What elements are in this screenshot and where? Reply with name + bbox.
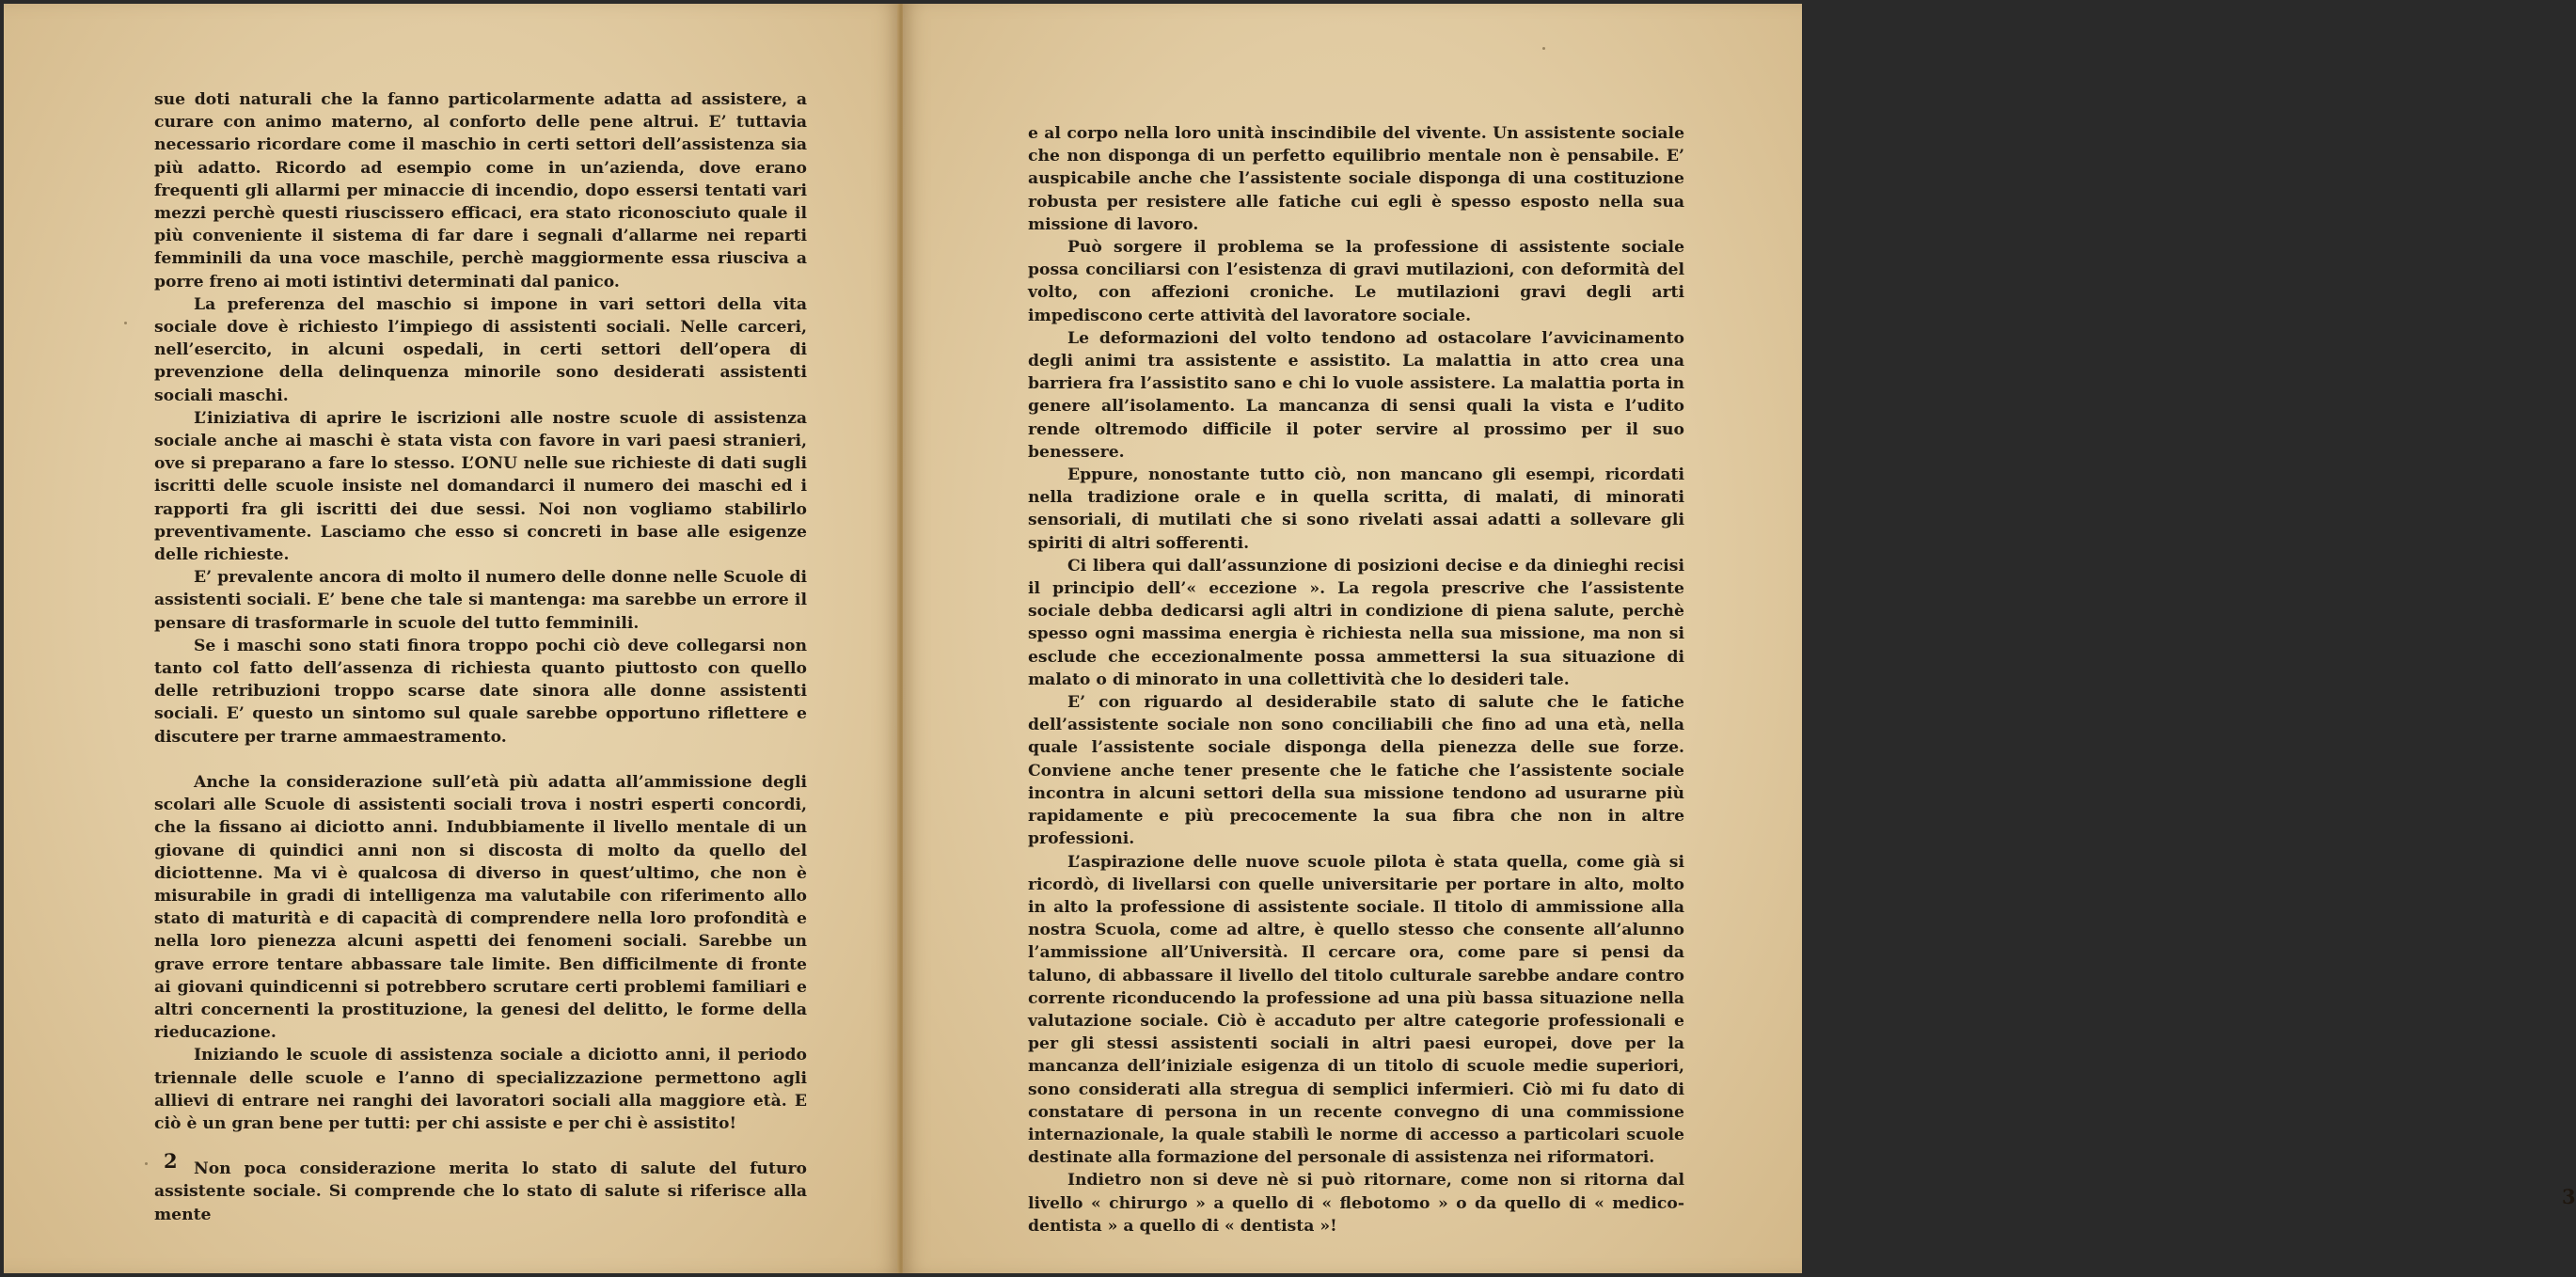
paragraph: Eppure, nonostante tutto ciò, non mancano gli esempi, ricordati nella tradizione orale e in quella scritta, di malati, di minorati sensoriali, di mutilati che si sono rivelati assai adatti a sollevare gli spiriti di altri sofferenti. [1028, 465, 1684, 553]
paper-speck [124, 322, 127, 324]
paragraph: L’iniziativa di aprire le iscrizioni alle nostre scuole di assistenza sociale anche ai maschi è stata vista con favore in vari paesi stranieri, ove si preparano a fare lo stesso. L’ONU nelle sue richieste di dati sugli iscritti delle scuole insiste nel domandarci il numero dei maschi ed i rapporti fra gli iscritti dei due sessi. Noi non vogliamo stabilirlo preventivamente. Lasciamo che esso si concreti in base alle esigenze delle richieste. [154, 408, 807, 565]
paragraph: Anche la considerazione sull’età più adatta all’ammissione degli scolari alle Scuole di assistenti sociali trova i nostri esperti concordi, che la fissano ai diciotto anni. Indubbiamente il livello mentale di un giovane di quindici anni non si discosta di molto da quello del diciottenne. Ma vi è qualcosa di diverso in quest’ultimo, che non è misurabile in gradi di intelligenza ma valutabile con riferimento allo stato di maturità e di capacità di comprendere nella loro profondità e nella loro pienezza alcuni aspetti dei fenomeni sociali. Sarebbe un grave errore tentare abbassare tale limite. Ben difficilmente di fronte ai giovani quindicenni si potrebbero scrutare certi problemi familiari e altri concernenti la prostituzione, la genesi del delitto, le forme della rieducazione. [154, 772, 807, 1043]
left-text-column [154, 88, 807, 1226]
paragraph: sue doti naturali che la fanno particolarmente adatta ad assistere, a curare con animo materno, al conforto delle pene altrui. E’ tuttavia necessario ricordare come il maschio in certi settori dell’assistenza sia più adatto. Ricordo ad esempio come in un’azienda, dove erano frequenti gli allarmi per minaccie di incendio, dopo essersi tentati vari mezzi perchè questi riuscissero efficaci, era stato riconosciuto quale il più conveniente il sistema di far dare i segnali d’allarme nei reparti femminili da una voce maschile, perchè maggiormente essa riusciva a porre freno ai moti istintivi determinati dal panico. [154, 90, 807, 292]
paper-speck [1542, 47, 1545, 50]
book-spread [4, 4, 2576, 1273]
paragraph: Indietro non si deve nè si può ritornare, come non si ritorna dal livello « chirurgo » a quello di « flebotomo » o da quello di « medico-dentista » a quello di « dentista »! [1028, 1171, 1684, 1236]
right-text-column [1028, 122, 1684, 1238]
paper-speck [145, 1162, 148, 1165]
paragraph: E’ prevalente ancora di molto il numero delle donne nelle Scuole di assistenti sociali. E’ bene che tale si mantenga: ma sarebbe un errore il pensare di trasformarle in scuole del tutto femminili. [154, 568, 807, 633]
paragraph: L’aspirazione delle nuove scuole pilota è stata quella, come già si ricordò, di livellarsi con quelle universitarie per portare in alto, molto in alto la professione di assistente sociale. Il titolo di ammissione alla nostra Scuola, come ad altre, è quello stesso che consente all’alunno l’ammissione all’Università. Il cercare ora, come pare si pensi da taluno, di abbassare il livello del titolo culturale sarebbe andare contro corrente riconducendo la professione ad una più bassa situazione nella valutazione sociale. Ciò è accaduto per altre categorie professionali e per gli stessi assistenti sociali in altri paesi europei, dove per la mancanza dell’iniziale esigenza di un titolo di scuole medie superiori, sono considerati alla stregua di semplici infermieri. Ciò mi fu dato di constatare di persona in un recente convegno di una commissione internazionale, la quale stabilì le norme di accesso a particolari scuole destinate alla formazione del personale di assistenza nei riformatori. [1028, 852, 1684, 1168]
paragraph: Iniziando le scuole di assistenza sociale a diciotto anni, il periodo triennale delle scuole e l’anno di specializzazione permettono agli allievi di entrare nei ranghi dei lavoratori sociali alla maggiore età. E ciò è un gran bene per tutti: per chi assiste e per chi è assistito! [154, 1046, 807, 1133]
left-page [4, 4, 899, 1273]
paragraph: Le deformazioni del volto tendono ad ostacolare l’avvicinamento degli animi tra assistente e assistito. La malattia in atto crea una barriera fra l’assistito sano e chi lo vuole assistere. La malattia porta in genere all’isolamento. La mancanza di sensi quali la vista e l’udito rende oltremodo difficile il poter servire al prossimo per il suo benessere. [1028, 328, 1684, 462]
page-number: 3 [2562, 1185, 2576, 1208]
page-number: 2 [164, 1149, 178, 1173]
paragraph: e al corpo nella loro unità inscindibile del vivente. Un assistente sociale che non disponga di un perfetto equilibrio mentale non è pensabile. E’ auspicabile anche che l’assistente sociale disponga di una costituzione robusta per resistere alle fatiche cui egli è spesso esposto nella sua missione di lavoro. [1028, 124, 1684, 234]
paragraph: La preferenza del maschio si impone in vari settori della vita sociale dove è richiesto l’impiego di assistenti sociali. Nelle carceri, nell’esercito, in alcuni ospedali, in certi settori dell’opera di prevenzione della delinquenza minorile sono desiderati assistenti sociali maschi. [154, 294, 807, 405]
paragraph: Può sorgere il problema se la professione di assistente sociale possa conciliarsi con l’esistenza di gravi mutilazioni, con deformità del volto, con affezioni croniche. Le mutilazioni gravi degli arti impediscono certe attività del lavoratore sociale. [1028, 238, 1684, 325]
right-page [903, 4, 2576, 1273]
paragraph: Se i maschi sono stati finora troppo pochi ciò deve collegarsi non tanto col fatto dell’assenza di richiesta quanto piuttosto con quello delle retribuzioni troppo scarse date sinora alle donne assistenti sociali. E’ questo un sintomo sul quale sarebbe opportuno riflettere e discutere per trarne ammaestramento. [154, 636, 807, 747]
paragraph: Non poca considerazione merita lo stato di salute del futuro assistente sociale. Si comprende che lo stato di salute si riferisce alla mente [154, 1159, 807, 1224]
paragraph: Ci libera qui dall’assunzione di posizioni decise e da dinieghi recisi il principio dell’« eccezione ». La regola prescrive che l’assistente sociale debba dedicarsi agli altri in condizione di piena salute, perchè spesso ogni massima energia è richiesta nella sua missione, ma non si esclude che eccezionalmente possa ammettersi la sua situazione di malato o di minorato in una collettività che lo desideri tale. [1028, 556, 1684, 689]
paragraph: E’ con riguardo al desiderabile stato di salute che le fatiche dell’assistente sociale non sono conciliabili che fino ad una età, nella quale l’assistente sociale disponga della pienezza delle sue forze. Conviene anche tener presente che le fatiche che l’assistente sociale incontra in alcuni settori della sua missione tendono ad usurarne più rapidamente e più precocemente la sua fibra che non in altre professioni. [1028, 693, 1684, 849]
